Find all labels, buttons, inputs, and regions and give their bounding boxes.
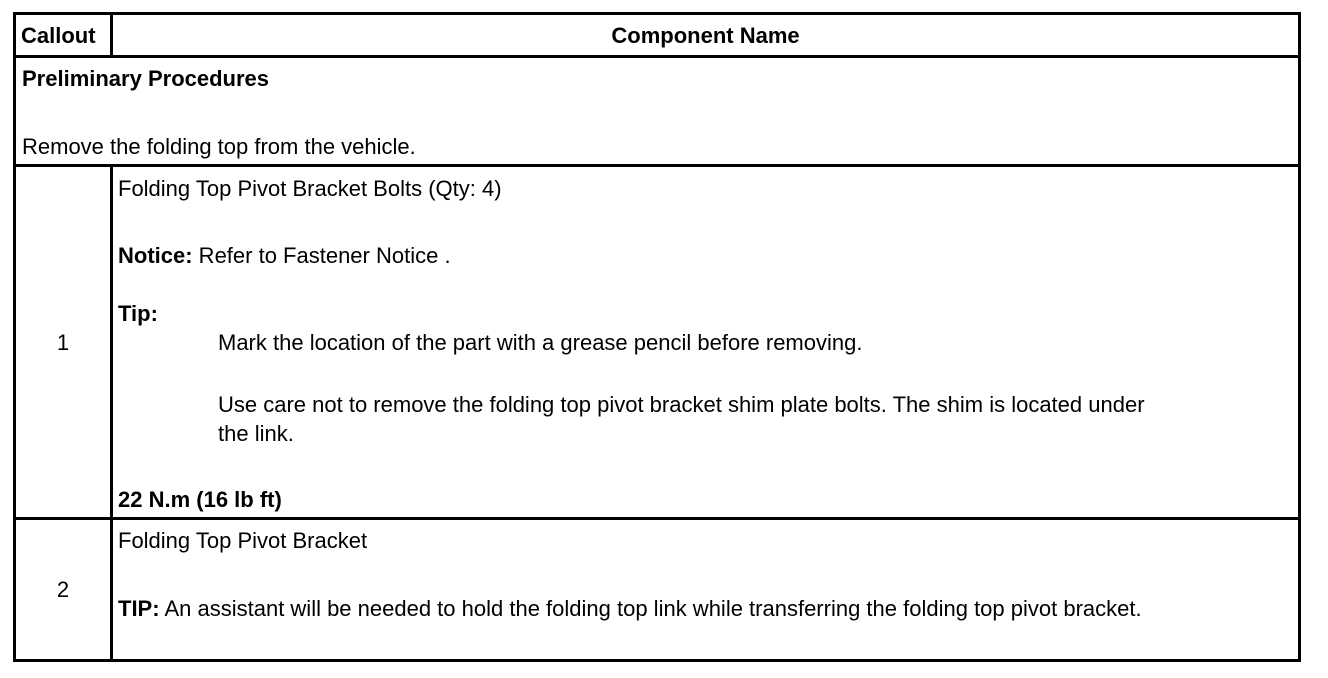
- row-1-tip-2-continued: the link.: [218, 421, 294, 446]
- header-callout: Callout: [21, 23, 96, 48]
- row-1-component-cell: [113, 167, 1298, 517]
- tip-label: TIP:: [118, 596, 160, 621]
- notice-text: Refer to Fastener Notice .: [192, 243, 451, 268]
- row-1-callout: 1: [56, 330, 70, 355]
- row-1-callout-cell: [16, 167, 110, 517]
- preliminary-text: Remove the folding top from the vehicle.: [22, 134, 416, 159]
- header-callout-cell: [16, 15, 110, 55]
- row-1-torque: 22 N.m (16 lb ft): [118, 487, 282, 512]
- row-1-tip-1: Mark the location of the part with a grease pencil before removing.: [218, 330, 863, 355]
- row-2-component-cell: [113, 520, 1298, 659]
- row-2-callout-cell: [16, 520, 110, 659]
- header-component-name: Component Name: [611, 23, 800, 48]
- tip-text: An assistant will be needed to hold the folding top link while transferring the folding top pivot bracket.: [159, 596, 1142, 621]
- row-1-name: Folding Top Pivot Bracket Bolts (Qty: 4): [118, 176, 502, 201]
- row-2-divider: [110, 520, 113, 659]
- row-1-tip-label: Tip:: [118, 301, 158, 326]
- row-1-tip-2: Use care not to remove the folding top pivot bracket shim plate bolts. The shim is located under: [218, 392, 1145, 417]
- row-2-callout: 2: [56, 577, 70, 602]
- row-2-name: Folding Top Pivot Bracket: [118, 528, 368, 553]
- notice-label: Notice:: [118, 243, 193, 268]
- components-table: [13, 12, 1301, 662]
- row-1-divider: [110, 167, 113, 517]
- row-2-tip: [118, 596, 1142, 622]
- header-component-cell: [113, 15, 1298, 55]
- header-divider: [110, 15, 113, 55]
- preliminary-title: Preliminary Procedures: [22, 66, 270, 91]
- row-1-notice: [118, 243, 451, 269]
- preliminary-cell: [16, 58, 1298, 164]
